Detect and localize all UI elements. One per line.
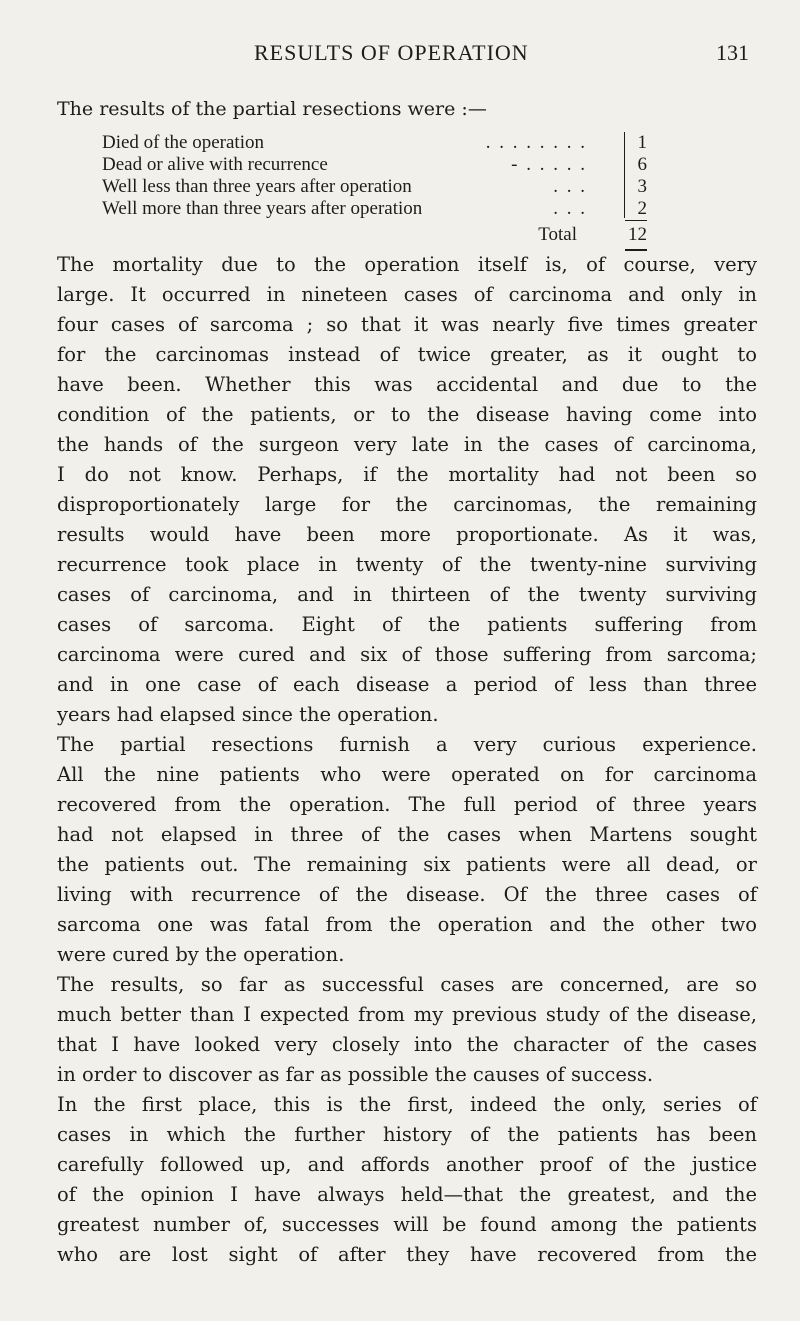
table-row — [102, 198, 647, 220]
text-line: for the carcinomas instead of twice greater, as it ought to — [57, 343, 757, 366]
text-line: were cured by the operation. — [57, 943, 345, 966]
text-line: in order to discover as far as possible the causes of success. — [57, 1063, 654, 1086]
text-line: carefully followed up, and affords another proof of the justice — [57, 1153, 757, 1176]
text-line: carcinoma were cured and six of those suffering from sarcoma; — [57, 643, 757, 666]
text-line: cases of carcinoma, and in thirteen of the twenty surviving — [57, 583, 757, 606]
text-line: The results, so far as successful cases are concerned, are so — [57, 973, 757, 996]
row-label: Died of the operation — [102, 132, 264, 153]
row-label: Well more than three years after operation — [102, 198, 423, 219]
text-line: large. It occurred in nineteen cases of carcinoma and only in — [57, 283, 757, 306]
running-head — [0, 40, 800, 68]
text-line: greatest number of, successes will be found among the patients — [57, 1213, 757, 1236]
text-line: and in one case of each disease a period of less than three — [57, 673, 757, 696]
table-row — [102, 154, 647, 176]
text-line: cases in which the further history of the patients has been — [57, 1123, 757, 1146]
total-value: 12 — [628, 224, 647, 245]
row-label: Dead or alive with recurrence — [102, 154, 328, 175]
running-title: RESULTS OF OPERATION — [254, 40, 529, 65]
table-total-row — [102, 220, 647, 244]
row-value: 1 — [637, 132, 647, 153]
text-line: All the nine patients who were operated on for carcinoma — [57, 763, 757, 786]
table-row — [102, 176, 647, 198]
text-line: much better than I expected from my previous study of the disease, — [57, 1003, 757, 1026]
text-line: recovered from the operation. The full period of three years — [57, 793, 757, 816]
table-intro: The results of the partial resections were :— — [57, 98, 487, 120]
leader-dots: - . . . . . — [511, 154, 587, 175]
leader-dots: . . . . . . . . — [485, 132, 587, 153]
text-line: I do not know. Perhaps, if the mortality had not been so — [57, 463, 757, 486]
text-line: results would have been more proportionate. As it was, — [57, 523, 757, 546]
row-value: 6 — [637, 154, 647, 175]
row-value: 2 — [637, 198, 647, 219]
table-row — [102, 132, 647, 154]
text-line: have been. Whether this was accidental and due to the — [57, 373, 757, 396]
body-text — [57, 250, 757, 1270]
results-table — [102, 132, 647, 244]
text-line: had not elapsed in three of the cases when Martens sought — [57, 823, 757, 846]
text-line: The mortality due to the operation itself is, of course, very — [57, 253, 757, 276]
leader-dots: . . . — [553, 198, 587, 219]
page-number: 131 — [716, 40, 749, 65]
text-line: the hands of the surgeon very late in the cases of carcinoma, — [57, 433, 757, 456]
text-line: living with recurrence of the disease. Of the three cases of — [57, 883, 757, 906]
text-line: the patients out. The remaining six patients were all dead, or — [57, 853, 757, 876]
text-line: disproportionately large for the carcinomas, the remaining — [57, 493, 757, 516]
text-line: condition of the patients, or to the disease having come into — [57, 403, 757, 426]
text-line: In the first place, this is the first, indeed the only, series of — [57, 1093, 757, 1116]
text-line: years had elapsed since the operation. — [57, 703, 439, 726]
text-line: sarcoma one was fatal from the operation and the other two — [57, 913, 757, 936]
text-line: that I have looked very closely into the character of the cases — [57, 1033, 757, 1056]
total-label: Total — [538, 224, 577, 245]
row-label: Well less than three years after operation — [102, 176, 412, 197]
text-line: who are lost sight of after they have recovered from the — [57, 1243, 757, 1266]
text-line: The partial resections furnish a very curious experience. — [57, 733, 757, 756]
sum-rule — [625, 220, 647, 221]
row-value: 3 — [637, 176, 647, 197]
text-line: four cases of sarcoma ; so that it was nearly five times greater — [57, 313, 757, 336]
leader-dots: . . . — [553, 176, 587, 197]
text-line: cases of sarcoma. Eight of the patients suffering from — [57, 613, 757, 636]
text-line: recurrence took place in twenty of the twenty-nine surviving — [57, 553, 757, 576]
text-line: of the opinion I have always held—that the greatest, and the — [57, 1183, 757, 1206]
